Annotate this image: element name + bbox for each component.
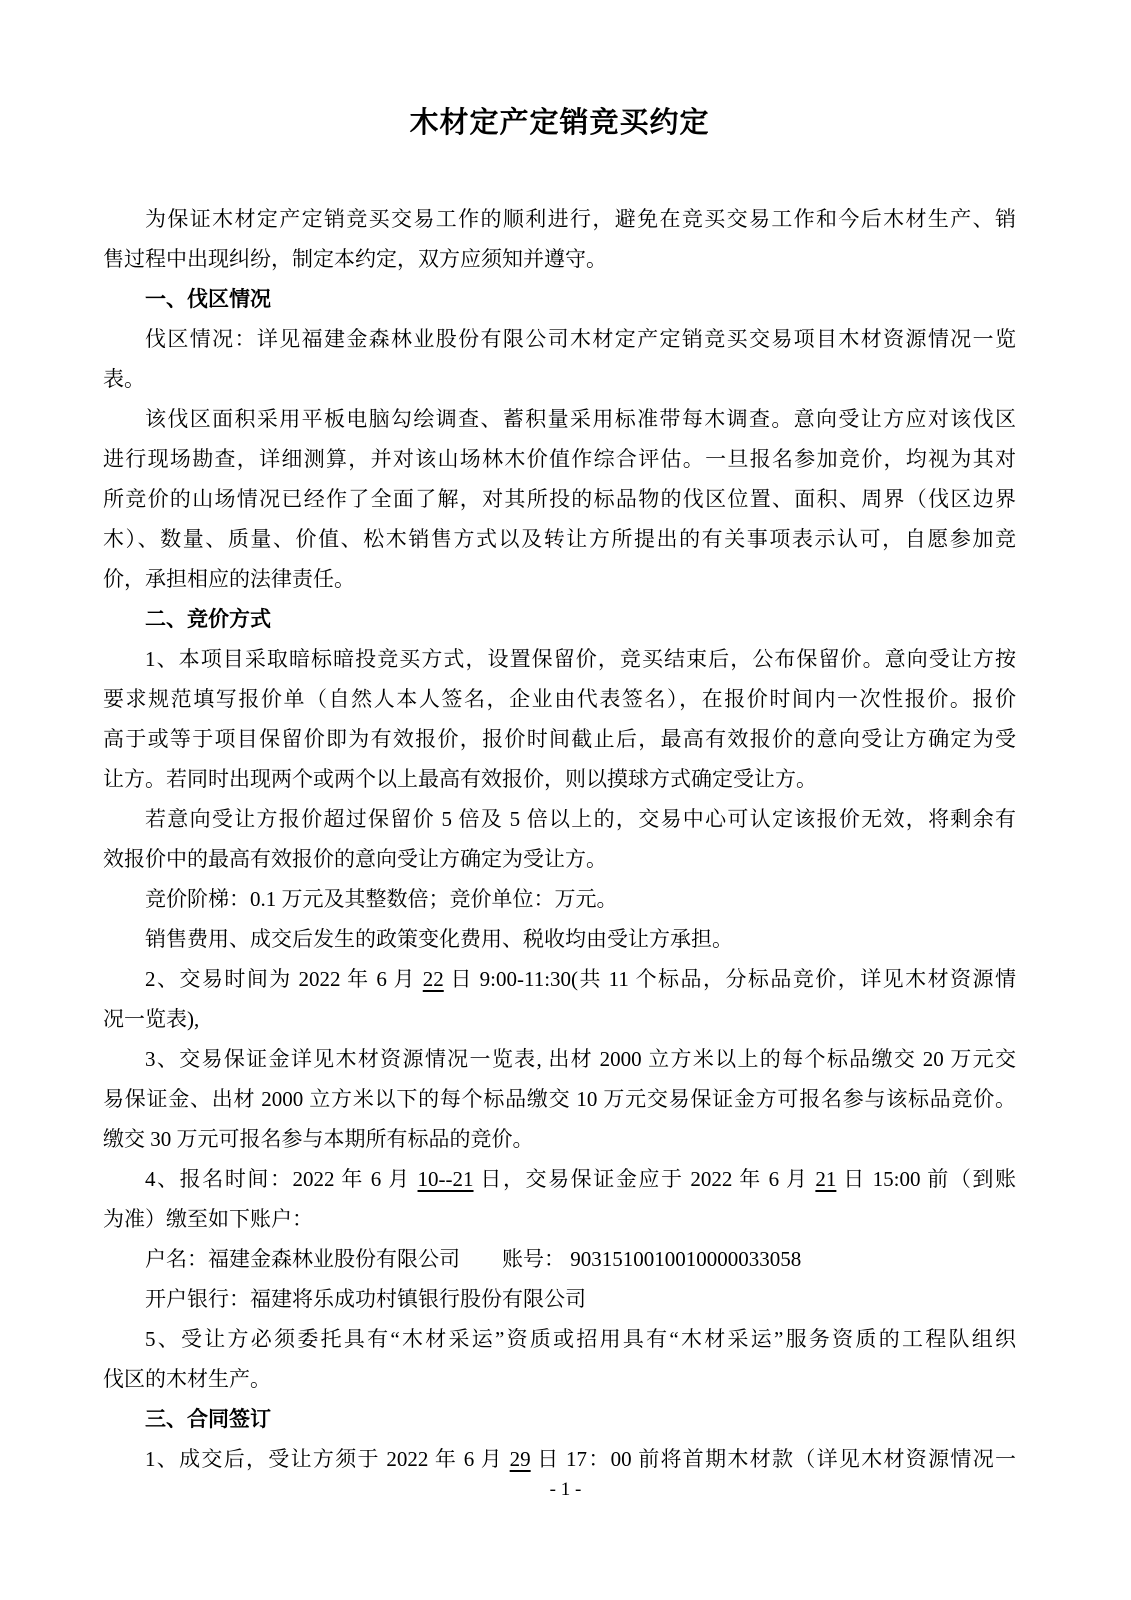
underlined-text: 29	[509, 1447, 531, 1471]
text-line	[103, 199, 1016, 239]
text-line	[103, 1159, 1016, 1199]
text-line	[103, 1279, 1016, 1319]
text-segment: 效报价中的最高有效报价的意向受让方确定为受让方。	[103, 847, 607, 871]
text-segment: 1、成交后，受让方须于 2022 年 6 月	[145, 1447, 510, 1471]
text-line	[103, 359, 1016, 399]
text-segment: 5、受让方必须委托具有“木材采运”资质或招用具有“木材采运”服务资质的工程队组织	[145, 1327, 1016, 1351]
text-segment: 伐区的木材生产。	[103, 1367, 271, 1391]
underlined-text: 22	[422, 967, 444, 991]
text-line	[103, 439, 1016, 479]
text-segment: 户名：福建金森林业股份有限公司 账号： 9031510010010000033058	[145, 1247, 802, 1271]
text-segment: 2、交易时间为 2022 年 6 月	[145, 967, 423, 991]
text-line	[103, 679, 1016, 719]
text-line	[103, 399, 1016, 439]
text-line	[103, 839, 1016, 879]
text-line	[103, 479, 1016, 519]
document-body	[103, 199, 1016, 1479]
text-line	[103, 1239, 1016, 1279]
underlined-text: 10--21	[417, 1167, 474, 1191]
text-segment: 3、交易保证金详见木材资源情况一览表, 出材 2000 立方米以上的每个标品缴交 20 万元交	[145, 1047, 1016, 1071]
text-segment: 日 15:00 前（到账	[836, 1167, 1016, 1191]
text-line	[103, 759, 1016, 799]
text-segment: 高于或等于项目保留价即为有效报价，报价时间截止后，最高有效报价的意向受让方确定为受	[103, 727, 1016, 751]
text-line	[103, 799, 1016, 839]
text-line	[103, 1119, 1016, 1159]
text-segment: 况一览表),	[103, 1007, 200, 1031]
text-line	[103, 999, 1016, 1039]
text-line	[103, 639, 1016, 679]
text-segment: 日，交易保证金应于 2022 年 6 月	[473, 1167, 816, 1191]
text-line	[103, 1199, 1016, 1239]
text-segment: 销售费用、成交后发生的政策变化费用、税收均由受让方承担。	[145, 927, 733, 951]
section-heading	[103, 1399, 1016, 1439]
text-segment: 开户银行：福建将乐成功村镇银行股份有限公司	[145, 1287, 586, 1311]
text-line	[103, 959, 1016, 999]
text-line	[103, 1039, 1016, 1079]
text-line	[103, 719, 1016, 759]
text-line	[103, 919, 1016, 959]
text-line	[103, 559, 1016, 599]
text-segment: 进行现场勘查，详细测算，并对该山场林木价值作综合评估。一旦报名参加竞价，均视为其对	[103, 447, 1016, 471]
text-segment: 木）、数量、质量、价值、松木销售方式以及转让方所提出的有关事项表示认可，自愿参加竞	[103, 527, 1016, 551]
section-heading	[103, 599, 1016, 639]
text-segment: 该伐区面积采用平板电脑勾绘调查、蓄积量采用标准带每木调查。意向受让方应对该伐区	[145, 407, 1016, 431]
text-segment: 让方。若同时出现两个或两个以上最高有效报价，则以摸球方式确定受让方。	[103, 767, 817, 791]
text-line	[103, 319, 1016, 359]
text-line	[103, 1319, 1016, 1359]
text-segment: 为保证木材定产定销竞买交易工作的顺利进行，避免在竞买交易工作和今后木材生产、销	[145, 207, 1016, 231]
text-segment: 要求规范填写报价单（自然人本人签名，企业由代表签名），在报价时间内一次性报价。报价	[103, 687, 1016, 711]
text-segment: 表。	[103, 367, 145, 391]
text-segment: 三、合同签订	[145, 1407, 271, 1431]
text-segment: 售过程中出现纠纷，制定本约定，双方应须知并遵守。	[103, 247, 607, 271]
text-segment: 价，承担相应的法律责任。	[103, 567, 355, 591]
section-heading	[103, 279, 1016, 319]
text-line	[103, 1439, 1016, 1479]
text-segment: 4、报名时间：2022 年 6 月	[145, 1167, 418, 1191]
text-line	[103, 1359, 1016, 1399]
text-line	[103, 879, 1016, 919]
text-segment: 竞价阶梯：0.1 万元及其整数倍；竞价单位：万元。	[145, 887, 618, 911]
text-segment: 伐区情况：详见福建金森林业股份有限公司木材定产定销竞买交易项目木材资源情况一览	[145, 327, 1016, 351]
text-line	[103, 1079, 1016, 1119]
text-segment: 易保证金、出材 2000 立方米以下的每个标品缴交 10 万元交易保证金方可报名参与该标品竞价。	[103, 1087, 1016, 1111]
text-segment: 若意向受让方报价超过保留价 5 倍及 5 倍以上的，交易中心可认定该报价无效，将剩余有	[145, 807, 1016, 831]
text-segment: 所竞价的山场情况已经作了全面了解，对其所投的标品物的伐区位置、面积、周界（伐区边界	[103, 487, 1016, 511]
text-segment: 1、本项目采取暗标暗投竞买方式，设置保留价，竞买结束后，公布保留价。意向受让方按	[145, 647, 1016, 671]
document-title: 木材定产定销竞买约定	[409, 107, 710, 139]
text-segment: 缴交 30 万元可报名参与本期所有标品的竞价。	[103, 1127, 534, 1151]
text-segment: 二、竞价方式	[145, 607, 271, 631]
text-segment: 日 17：00 前将首期木材款（详见木材资源情况一	[530, 1447, 1016, 1471]
text-segment: 为准）缴至如下账户：	[103, 1207, 313, 1231]
underlined-text: 21	[815, 1167, 837, 1191]
text-line	[103, 519, 1016, 559]
text-line	[103, 239, 1016, 279]
page-number: - 1 -	[549, 1479, 582, 1500]
text-segment: 一、伐区情况	[145, 287, 271, 311]
text-segment: 日 9:00-11:30(共 11 个标品，分标品竞价，详见木材资源情	[443, 967, 1016, 991]
